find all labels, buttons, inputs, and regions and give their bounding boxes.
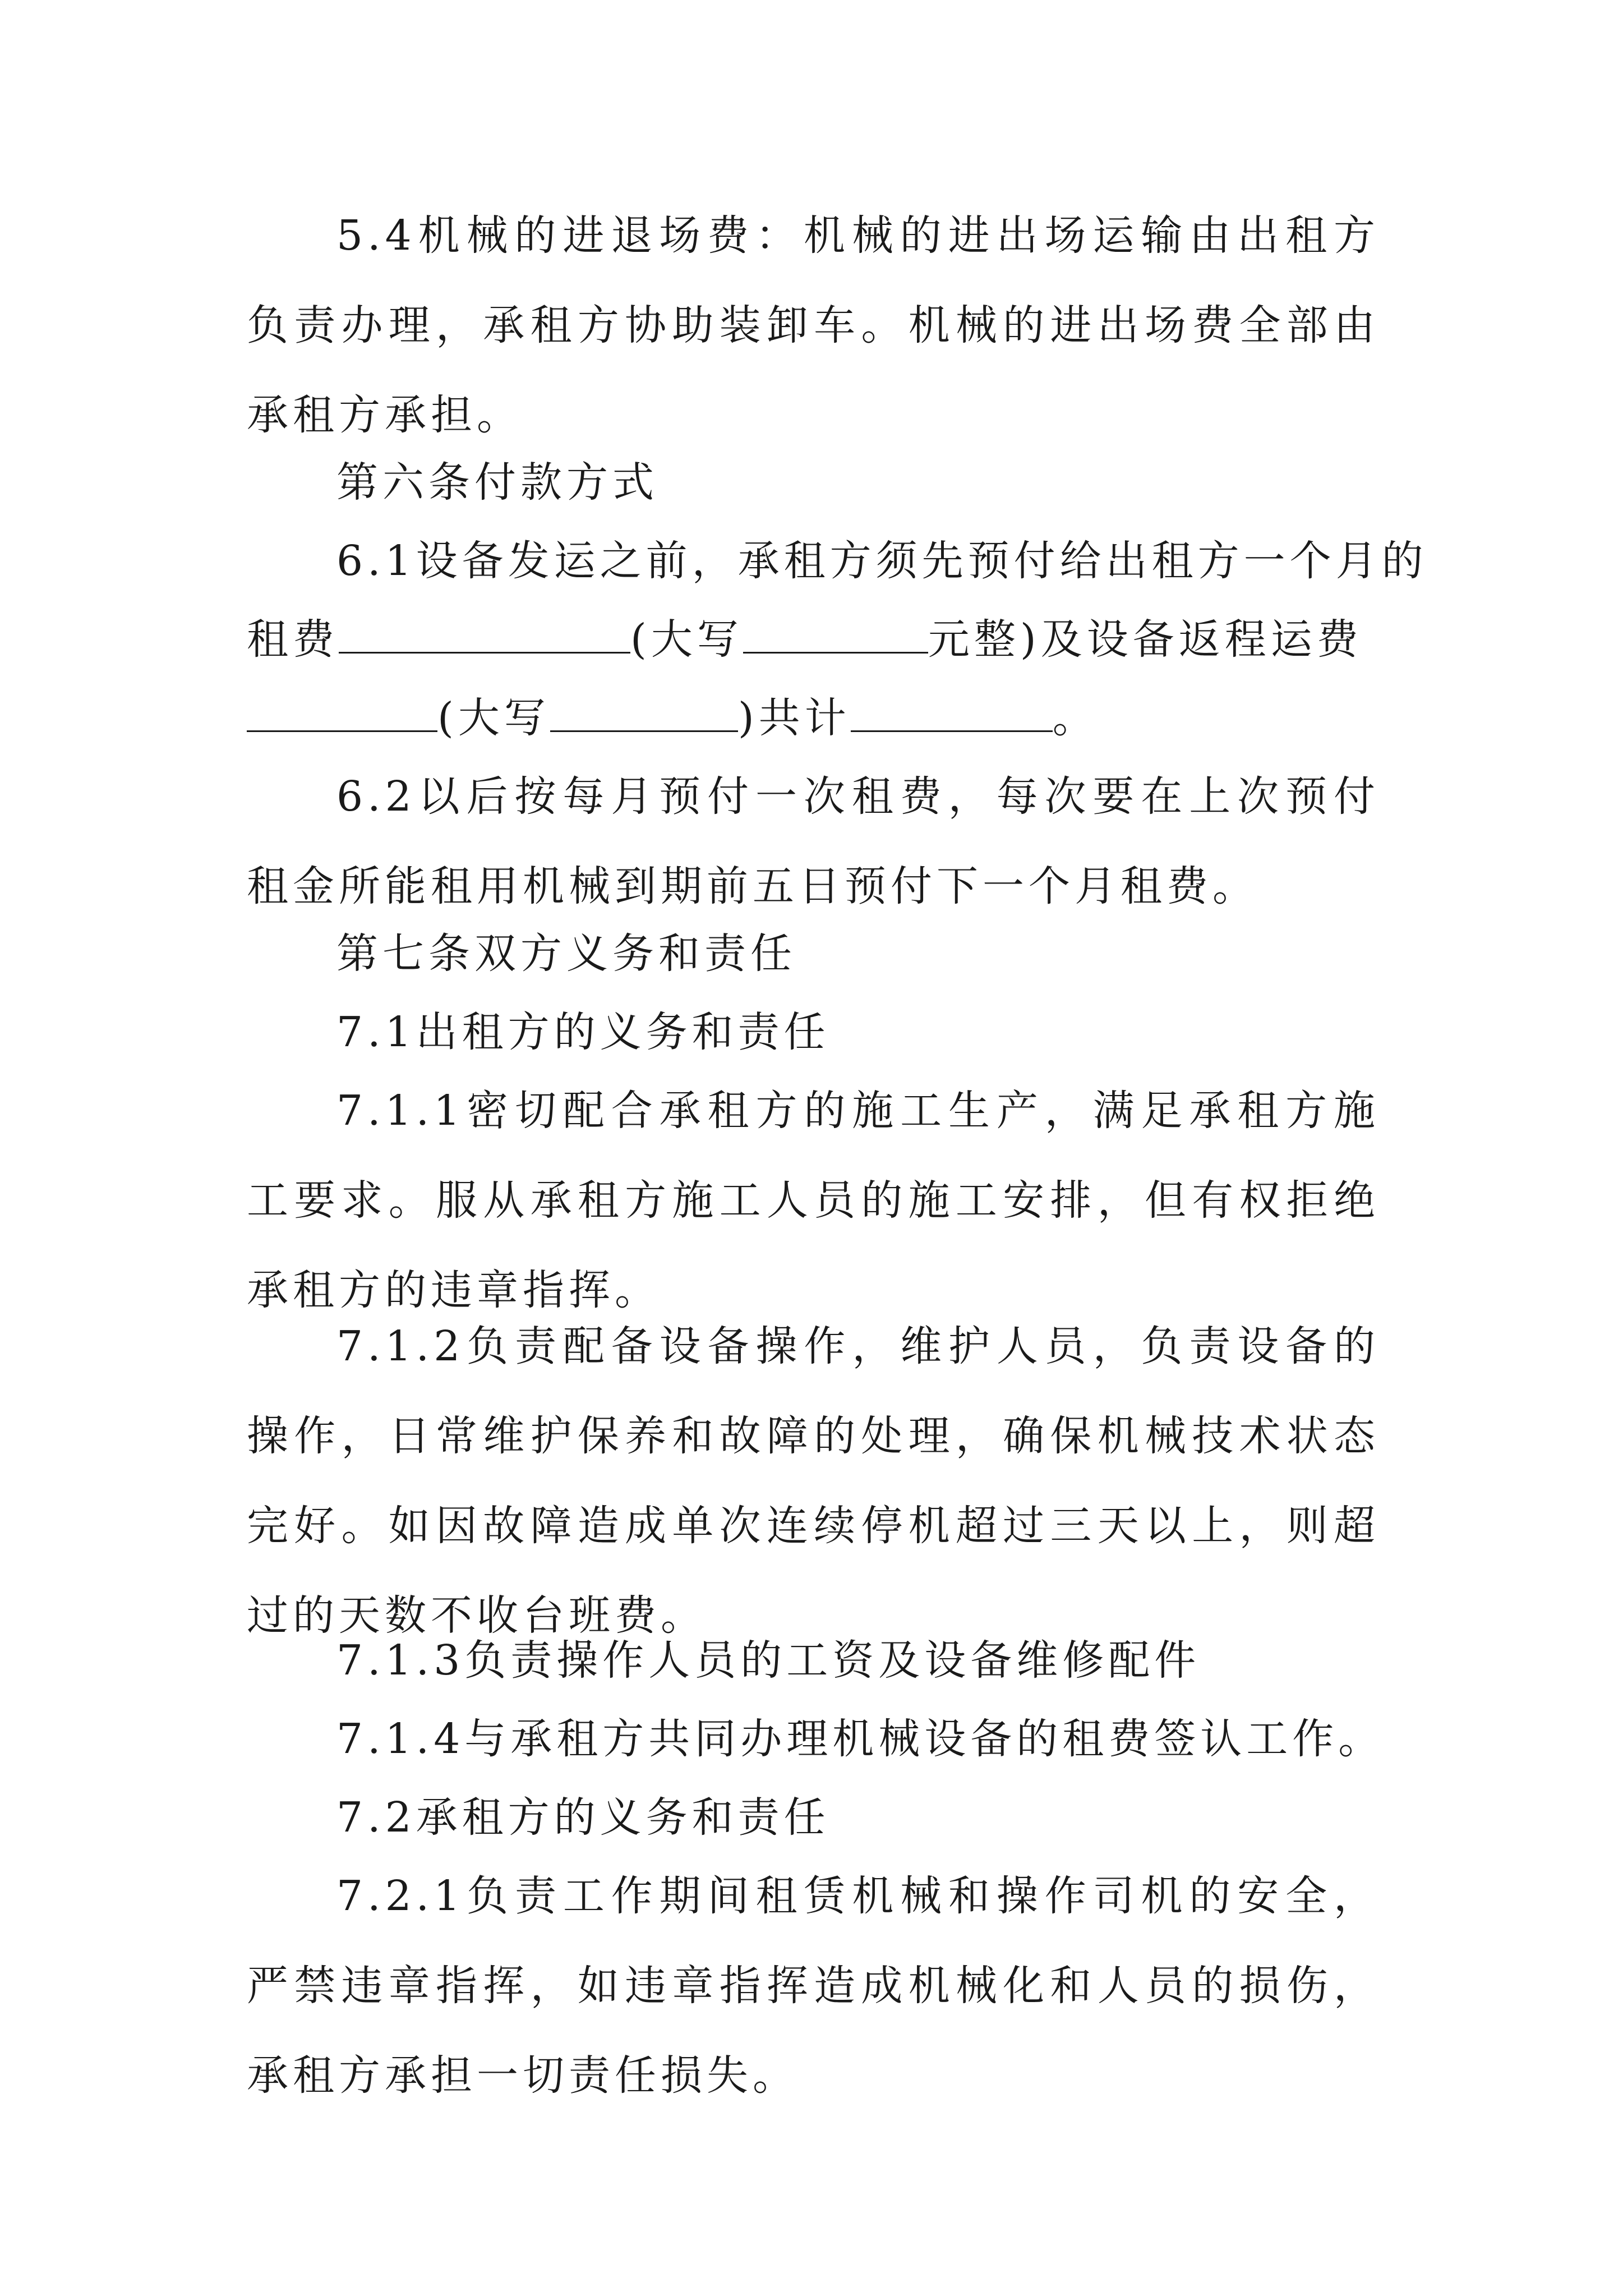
- clause-7-2-1: 7.2.1负责工作期间租赁机械和操作司机的安全，严禁违章指挥，如违章指挥造成机械化和人员的损伤，承租方承担一切责任损失。: [247, 1872, 1380, 2100]
- clause-5-4: 5.4机械的进退场费：机械的进出场运输由出租方负责办理，承租方协助装卸车。机械的进出场费全部由承租方承担。: [247, 211, 1380, 439]
- clause-7-1-1: 7.1.1密切配合承租方的施工生产，满足承租方施工要求。服从承租方施工人员的施工安排，但有权拒绝承租方的违章指挥。: [247, 1087, 1380, 1314]
- clause-6-1-line-3: [247, 673, 1380, 763]
- clause-7-2-title: 7.2承租方的义务和责任: [336, 1793, 830, 1842]
- rent-label: 租费: [247, 615, 339, 664]
- clause-6-1-line-1: 6.1设备发运之前，承租方须先预付给出租方一个月的: [336, 537, 1428, 585]
- clause-7-1-3: 7.1.3负责操作人员的工资及设备维修配件: [336, 1636, 1201, 1685]
- yuanzheng-label: 元整)及设备返程运费: [928, 615, 1363, 664]
- period: 。: [1052, 694, 1099, 742]
- clause-7-1-title: 7.1出租方的义务和责任: [336, 1008, 830, 1056]
- clause-6-1-line-2: [247, 595, 1380, 684]
- clause-7-1-2: 7.1.2负责配备设备操作，维护人员，负责设备的操作，日常维护保养和故障的处理，确保机械技术状态完好。如因故障造成单次连续停机超过三天以上，则超过的天数不收台班费。: [247, 1322, 1380, 1640]
- total-label: )共计: [737, 694, 851, 742]
- total-amount-blank[interactable]: [851, 691, 1053, 732]
- daxie-label-1: (大写: [630, 615, 743, 664]
- clause-6-2: 6.2以后按每月预付一次租费，每次要在上次预付租金所能租用机械到期前五日预付下一个月租费。: [247, 772, 1380, 910]
- rent-amount-blank[interactable]: [339, 613, 630, 654]
- clause-7-1-4: 7.1.4与承租方共同办理机械设备的租费签认工作。: [336, 1715, 1385, 1763]
- daxie-label-2: (大写: [437, 694, 550, 742]
- return-freight-blank[interactable]: [247, 691, 437, 732]
- rent-daxie-blank[interactable]: [743, 613, 928, 654]
- article-6-title: 第六条付款方式: [336, 458, 658, 507]
- article-7-title: 第七条双方义务和责任: [336, 930, 796, 978]
- freight-daxie-blank[interactable]: [550, 691, 738, 732]
